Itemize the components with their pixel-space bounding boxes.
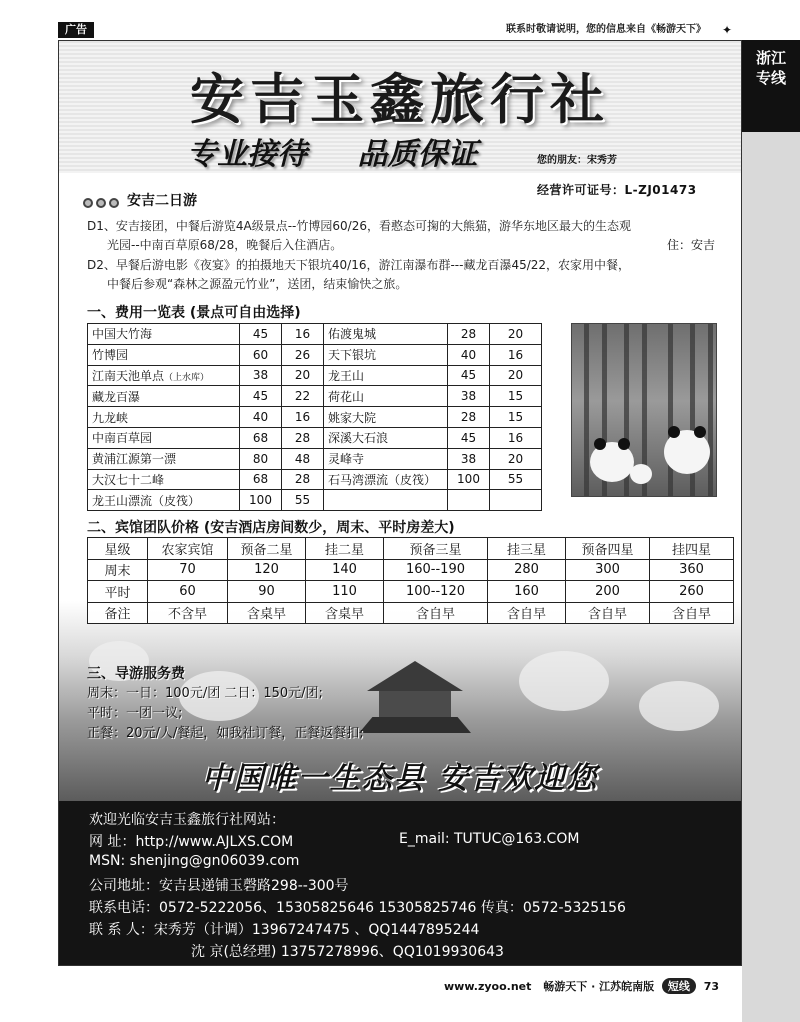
fee-attraction-cell: 黄浦江源第一漂 bbox=[88, 448, 240, 469]
hotel-row-label: 备注 bbox=[88, 602, 148, 624]
side-margin bbox=[742, 132, 800, 1022]
welcome-slogan: 中国唯一生态县 安吉欢迎您 bbox=[201, 761, 599, 796]
hotel-price-cell: 100--120 bbox=[384, 581, 488, 603]
guide-meal: 正餐：20元/人/餐起，如我社订餐，正餐返餐扣; bbox=[87, 726, 364, 741]
hotel-header-cell: 预备三星 bbox=[384, 538, 488, 560]
contact-block bbox=[59, 801, 741, 965]
itinerary-d1-stay: 住：安吉 bbox=[666, 238, 715, 252]
itinerary-d2-line2: 中餐后参观“森林之源盈元竹业”，送团，结束愉快之旅。 bbox=[107, 277, 408, 291]
fee-attraction-cell: 中南百草园 bbox=[88, 427, 240, 448]
fee-row bbox=[88, 469, 542, 490]
hotel-price-cell: 含桌早 bbox=[306, 602, 384, 624]
contact-person1: 联 系 人：宋秀芳（计调）13967247475 、QQ1447895244 bbox=[89, 922, 480, 938]
hotel-price-cell: 90 bbox=[228, 581, 306, 603]
hotel-title: 二、宾馆团队价格 (安吉酒店房间数少，周末、平时房差大) bbox=[87, 520, 455, 536]
fee-price-cell: 20 bbox=[490, 448, 542, 469]
hotel-price-table bbox=[87, 537, 734, 624]
fee-price-cell: 100 bbox=[448, 469, 490, 490]
contact-email[interactable]: E_mail: TUTUC@163.COM bbox=[399, 831, 580, 847]
fee-attraction-cell: 天下银坑 bbox=[324, 344, 448, 365]
guide-fee-block bbox=[87, 664, 364, 744]
hotel-price-cell: 含自早 bbox=[650, 602, 734, 624]
fee-price-cell: 68 bbox=[240, 427, 282, 448]
hotel-price-cell: 200 bbox=[566, 581, 650, 603]
slogan-professional: 专业接待 bbox=[187, 137, 307, 172]
hotel-price-cell: 260 bbox=[650, 581, 734, 603]
fee-attraction-cell: 龙王山漂流（皮筏） bbox=[88, 490, 240, 511]
ad-tag: 广告 bbox=[58, 22, 94, 38]
fee-price-cell: 38 bbox=[448, 448, 490, 469]
fee-price-cell: 55 bbox=[282, 490, 324, 511]
fee-price-cell: 20 bbox=[490, 365, 542, 386]
fee-row bbox=[88, 344, 542, 365]
bullet-dots-icon bbox=[83, 193, 122, 212]
hotel-row-label: 周末 bbox=[88, 559, 148, 581]
region-tab-line2: 专线 bbox=[755, 69, 786, 87]
hotel-price-cell: 60 bbox=[148, 581, 228, 603]
fee-price-cell: 26 bbox=[282, 344, 324, 365]
fee-price-cell: 55 bbox=[490, 469, 542, 490]
fee-attraction-cell: 姚家大院 bbox=[324, 407, 448, 428]
fee-price-cell: 28 bbox=[282, 469, 324, 490]
contact-welcome: 欢迎光临安吉玉鑫旅行社网站： bbox=[89, 812, 285, 828]
fee-attraction-cell: 灵峰寺 bbox=[324, 448, 448, 469]
fee-price-cell: 45 bbox=[240, 386, 282, 407]
footer-site[interactable]: www.zyoo.net bbox=[444, 980, 532, 993]
fee-price-cell: 38 bbox=[240, 365, 282, 386]
fee-price-cell: 28 bbox=[448, 407, 490, 428]
fee-row bbox=[88, 386, 542, 407]
region-tab bbox=[742, 40, 800, 132]
fee-attraction-cell: 荷花山 bbox=[324, 386, 448, 407]
page-footer bbox=[444, 978, 719, 994]
fee-price-cell: 80 bbox=[240, 448, 282, 469]
fee-price-cell bbox=[448, 490, 490, 511]
hotel-row bbox=[88, 581, 734, 603]
hotel-price-cell: 含自早 bbox=[566, 602, 650, 624]
hotel-price-cell: 含桌早 bbox=[228, 602, 306, 624]
contact-person2: 沈 京(总经理) 13757278996、QQ1019930643 bbox=[191, 944, 504, 960]
hotel-price-cell: 360 bbox=[650, 559, 734, 581]
fee-price-cell: 40 bbox=[448, 344, 490, 365]
hotel-price-cell: 110 bbox=[306, 581, 384, 603]
fee-attraction-cell: 竹博园 bbox=[88, 344, 240, 365]
fee-row bbox=[88, 448, 542, 469]
contact-address: 公司地址：安吉县递铺玉磬路298--300号 bbox=[89, 878, 349, 894]
fee-row bbox=[88, 407, 542, 428]
magazine-logo-icon: ✦ bbox=[721, 23, 733, 37]
license-number: 经营许可证号：L-ZJ01473 bbox=[537, 183, 697, 197]
itinerary-d2-line1: D2、早餐后游电影《夜宴》的拍摄地天下银坑40/16，游江南瀑布群---藏龙百瀑45/22，农家用中餐， bbox=[87, 258, 631, 272]
panda-bamboo-photo bbox=[571, 323, 717, 497]
slogan-quality: 品质保证 bbox=[357, 137, 478, 172]
fee-attraction-cell: 佑渡鬼城 bbox=[324, 324, 448, 345]
hotel-header-cell: 预备二星 bbox=[228, 538, 306, 560]
guide-weekday: 平时：一团一议; bbox=[87, 706, 183, 721]
slogans bbox=[187, 129, 517, 173]
fee-attraction-cell: 藏龙百瀑 bbox=[88, 386, 240, 407]
contact-phone: 联系电话：0572-5222056、15305825646 15305825746 传真：0572-5325156 bbox=[89, 900, 626, 916]
hotel-price-cell: 280 bbox=[488, 559, 566, 581]
fee-price-cell: 45 bbox=[448, 365, 490, 386]
fee-price-cell: 100 bbox=[240, 490, 282, 511]
tour-title: 安吉二日游 bbox=[127, 193, 197, 209]
hotel-header-cell: 预备四星 bbox=[566, 538, 650, 560]
fee-price-cell: 16 bbox=[490, 344, 542, 365]
ad-frame bbox=[58, 40, 742, 966]
blossom-decoration bbox=[519, 651, 609, 711]
hotel-price-cell: 120 bbox=[228, 559, 306, 581]
hotel-price-cell: 160 bbox=[488, 581, 566, 603]
hotel-row-label: 平时 bbox=[88, 581, 148, 603]
hotel-header-cell: 星级 bbox=[88, 538, 148, 560]
fee-attraction-cell: 龙王山 bbox=[324, 365, 448, 386]
fee-price-cell: 28 bbox=[448, 324, 490, 345]
tianchi-note: （上水库） bbox=[164, 372, 210, 383]
fee-row bbox=[88, 324, 542, 345]
fee-row bbox=[88, 365, 542, 386]
hotel-header-cell: 农家宾馆 bbox=[148, 538, 228, 560]
fee-price-cell: 28 bbox=[282, 427, 324, 448]
fee-attraction-cell: 九龙峡 bbox=[88, 407, 240, 428]
hotel-header-cell: 挂四星 bbox=[650, 538, 734, 560]
fee-price-cell: 20 bbox=[490, 324, 542, 345]
hotel-header-cell: 挂二星 bbox=[306, 538, 384, 560]
fee-price-cell: 20 bbox=[282, 365, 324, 386]
fee-attraction-cell: 大汉七十二峰 bbox=[88, 469, 240, 490]
fee-row bbox=[88, 427, 542, 448]
hotel-price-cell: 含自早 bbox=[488, 602, 566, 624]
fee-price-cell: 68 bbox=[240, 469, 282, 490]
contact-msn: MSN: shenjing@gn06039.com bbox=[89, 853, 300, 869]
fee-price-cell: 22 bbox=[282, 386, 324, 407]
fee-attraction-cell: 中国大竹海 bbox=[88, 324, 240, 345]
fee-attraction-cell: 深溪大石浪 bbox=[324, 427, 448, 448]
guide-title: 三、导游服务费 bbox=[87, 666, 185, 682]
fee-attraction-cell: 石马湾漂流（皮筏） bbox=[324, 469, 448, 490]
fee-price-cell bbox=[490, 490, 542, 511]
fee-price-cell: 40 bbox=[240, 407, 282, 428]
fee-price-cell: 45 bbox=[448, 427, 490, 448]
top-strip bbox=[58, 22, 742, 38]
hotel-price-cell: 70 bbox=[148, 559, 228, 581]
fee-price-cell: 38 bbox=[448, 386, 490, 407]
footer-section-pill: 短线 bbox=[662, 978, 696, 994]
hotel-row bbox=[88, 559, 734, 581]
guide-weekend: 周末：一日：100元/团 二日：150元/团; bbox=[87, 686, 323, 701]
blossom-decoration bbox=[639, 681, 719, 731]
hotel-price-cell: 300 bbox=[566, 559, 650, 581]
hotel-price-cell: 不含早 bbox=[148, 602, 228, 624]
hotel-header-cell: 挂三星 bbox=[488, 538, 566, 560]
itinerary-d1-line2: 光园--中南百草原68/28，晚餐后入住酒店。 bbox=[107, 238, 343, 252]
contact-friend: 您的朋友：宋秀芳 bbox=[537, 155, 617, 166]
pavilion-roof-lower bbox=[359, 717, 471, 733]
fee-price-cell: 60 bbox=[240, 344, 282, 365]
fee-price-cell: 16 bbox=[282, 407, 324, 428]
fee-price-cell: 16 bbox=[282, 324, 324, 345]
fee-attraction-cell bbox=[324, 490, 448, 511]
fee-table bbox=[87, 323, 542, 511]
footer-magazine: 畅游天下 · 江苏皖南版 bbox=[543, 980, 655, 993]
fee-price-cell: 15 bbox=[490, 386, 542, 407]
source-note: 联系时敬请说明，您的信息来自《畅游天下》 bbox=[506, 24, 706, 35]
fee-price-cell: 45 bbox=[240, 324, 282, 345]
agency-name: 安吉玉鑫旅行社 bbox=[190, 68, 610, 131]
hotel-price-cell: 140 bbox=[306, 559, 384, 581]
region-tab-line1: 浙江 bbox=[755, 49, 786, 67]
itinerary-d1-line1: D1、安吉接团，中餐后游览4A级景点--竹博园60/26，看憨态可掬的大熊猫，游华东地区最大的生态观 bbox=[87, 219, 631, 233]
page-number: 73 bbox=[703, 980, 720, 993]
fees-title: 一、费用一览表 (景点可自由选择) bbox=[87, 305, 301, 321]
fee-price-cell: 48 bbox=[282, 448, 324, 469]
contact-website[interactable]: 网 址：http://www.AJLXS.COM bbox=[89, 834, 294, 850]
fee-attraction-cell: 江南天池单点（上水库） bbox=[88, 365, 240, 386]
fee-price-cell: 16 bbox=[490, 427, 542, 448]
hotel-header-row bbox=[88, 538, 734, 560]
hotel-row bbox=[88, 602, 734, 624]
hotel-price-cell: 160--190 bbox=[384, 559, 488, 581]
fee-row bbox=[88, 490, 542, 511]
hotel-price-cell: 含自早 bbox=[384, 602, 488, 624]
fee-price-cell: 15 bbox=[490, 407, 542, 428]
